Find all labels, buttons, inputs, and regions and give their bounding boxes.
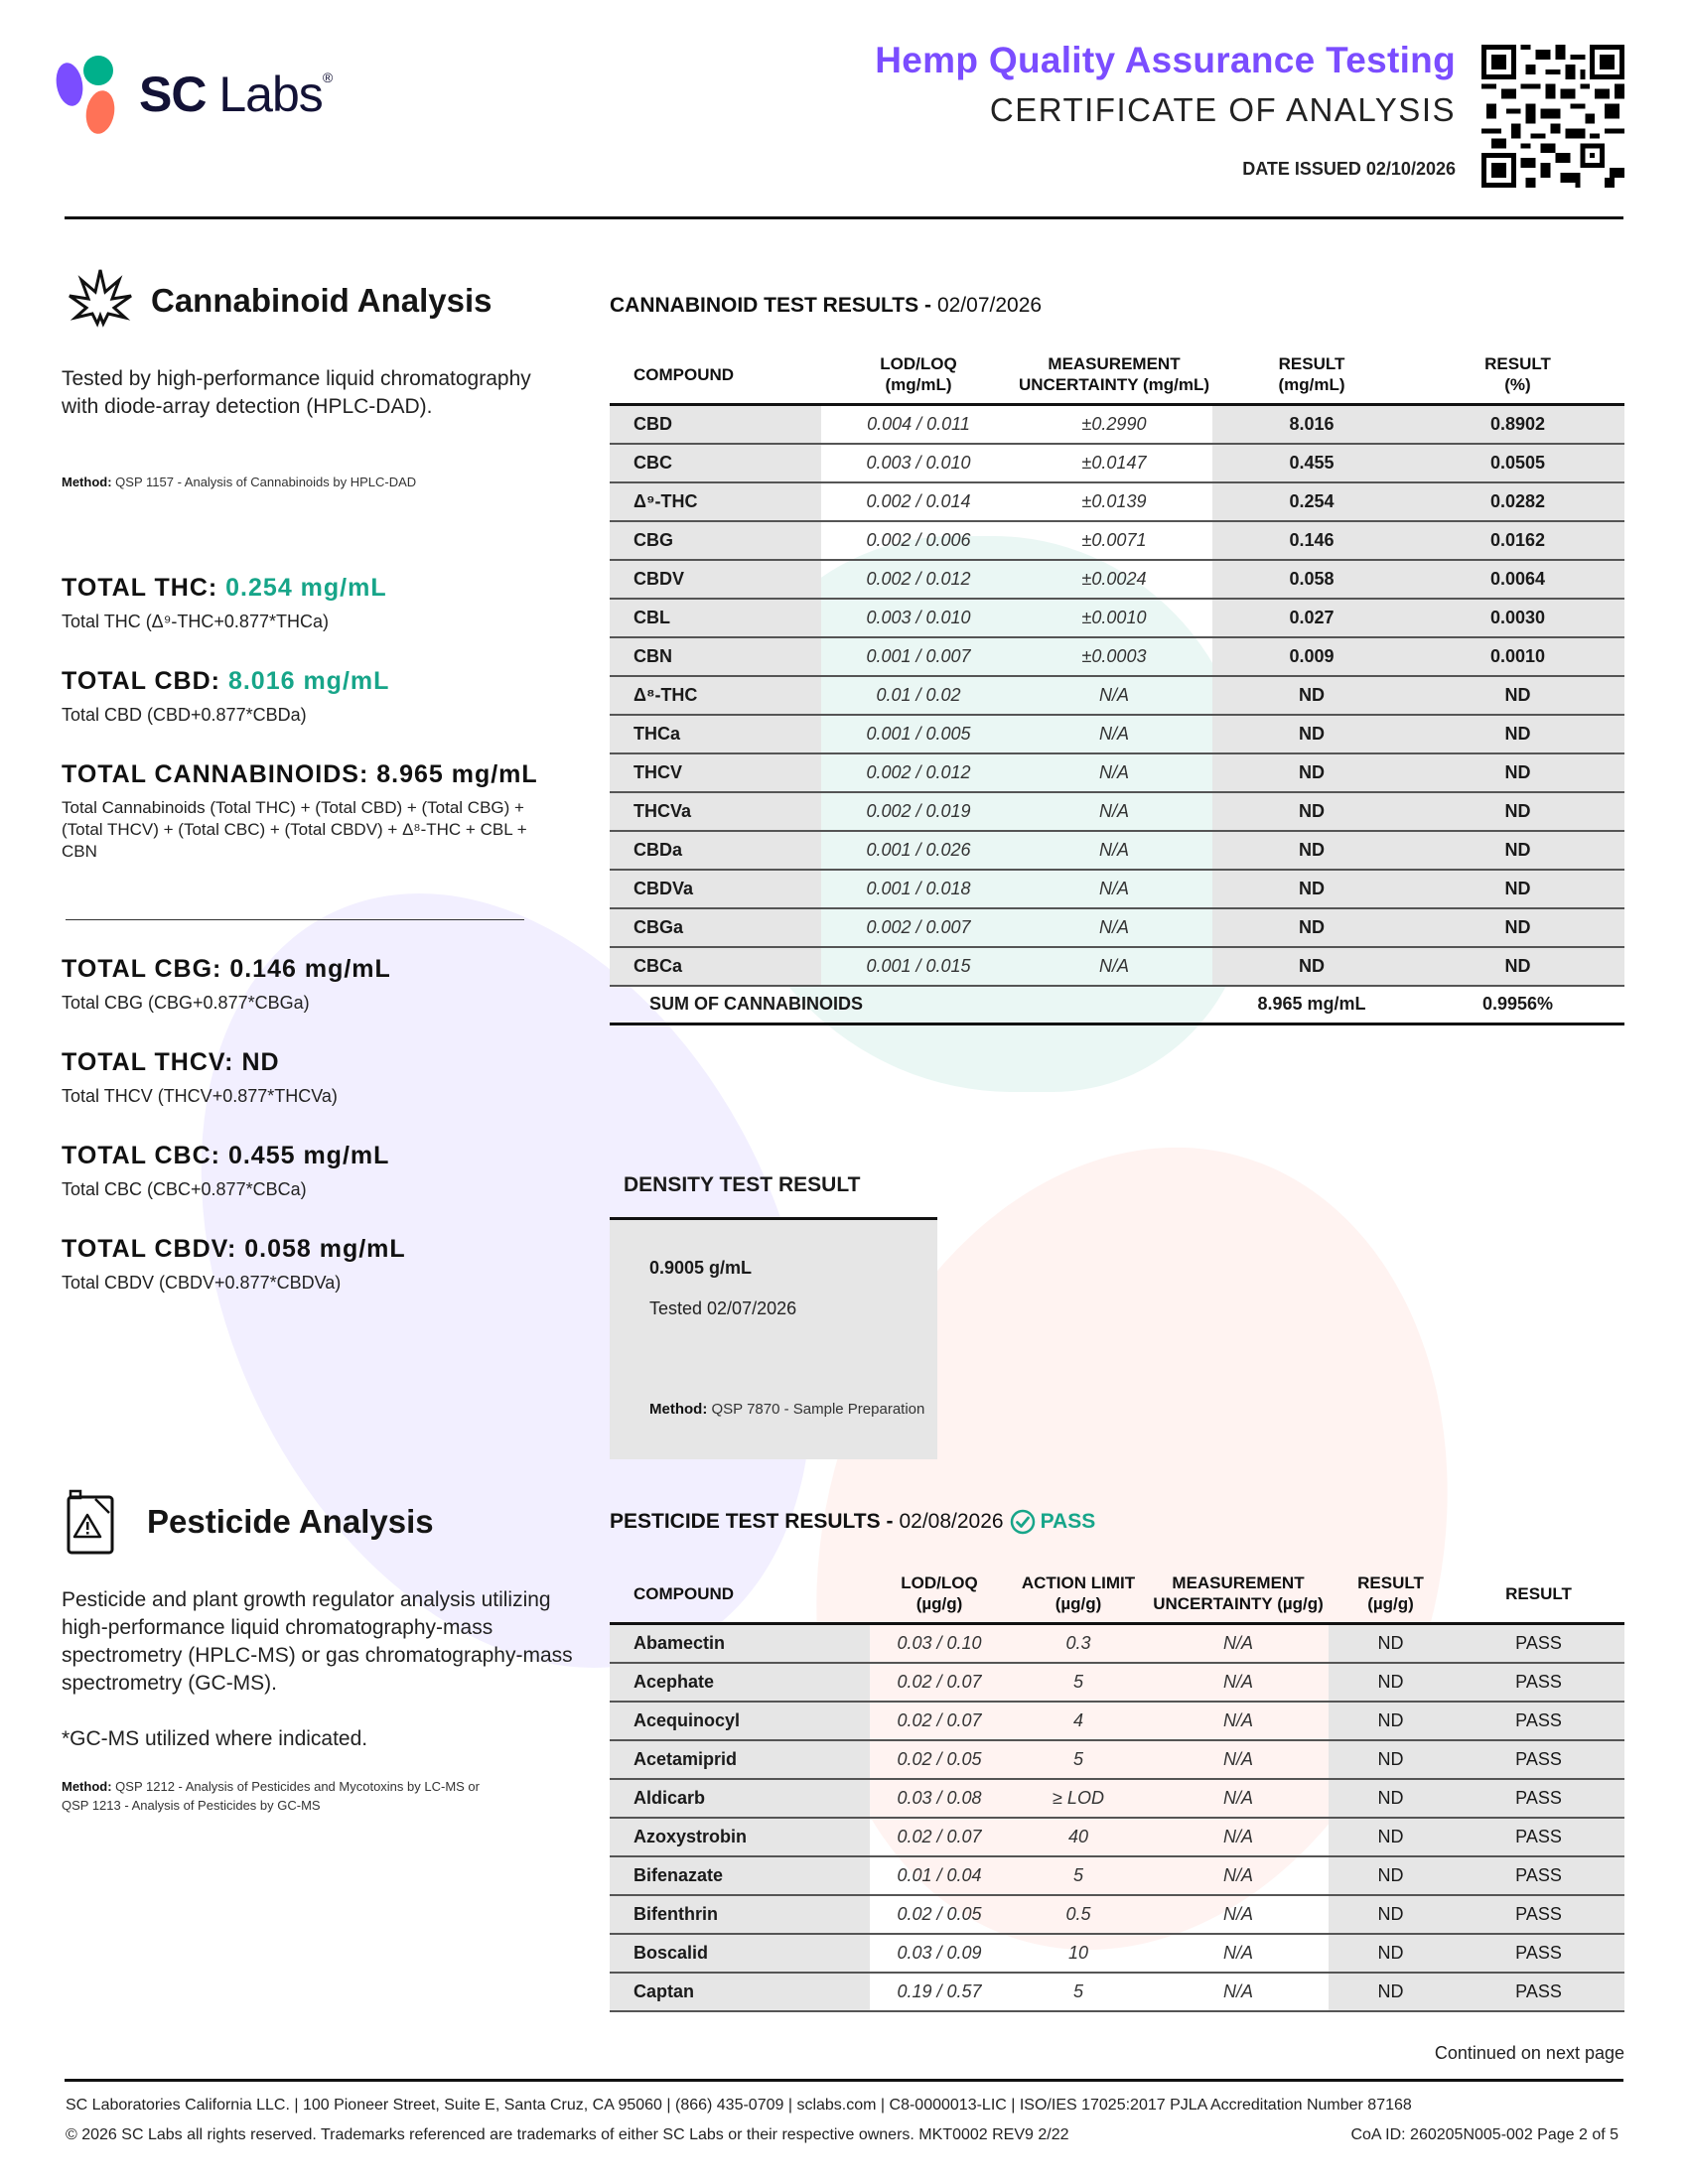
table-row bbox=[610, 1740, 1624, 1779]
action-limit: 0.3 bbox=[1009, 1624, 1148, 1663]
pass-fail-result: PASS bbox=[1453, 1624, 1624, 1663]
lod-loq: 0.003 / 0.010 bbox=[821, 444, 1016, 482]
result-mg-ml: ND bbox=[1212, 676, 1411, 715]
result-mg-ml: ND bbox=[1212, 831, 1411, 870]
compound-name: Bifenazate bbox=[610, 1856, 870, 1895]
result-mg-ml: 0.254 bbox=[1212, 482, 1411, 521]
result-mg-ml: 0.027 bbox=[1212, 599, 1411, 637]
action-limit: 10 bbox=[1009, 1934, 1148, 1973]
footer-divider bbox=[65, 2079, 1623, 2082]
result-percent: ND bbox=[1411, 947, 1624, 986]
compound-name: THCVa bbox=[610, 792, 821, 831]
measurement-uncertainty: ±0.0139 bbox=[1016, 482, 1212, 521]
result-mg-ml: ND bbox=[1212, 753, 1411, 792]
compound-name: CBG bbox=[610, 521, 821, 560]
table-row bbox=[610, 1856, 1624, 1895]
measurement-uncertainty: ±0.0003 bbox=[1016, 637, 1212, 676]
compound-name: Abamectin bbox=[610, 1624, 870, 1663]
table-row bbox=[610, 947, 1624, 986]
result-ug-g: ND bbox=[1329, 1702, 1453, 1740]
compound-name: CBDVa bbox=[610, 870, 821, 908]
compound-name: CBDa bbox=[610, 831, 821, 870]
measurement-uncertainty: ±0.0147 bbox=[1016, 444, 1212, 482]
pass-fail-result: PASS bbox=[1453, 1779, 1624, 1818]
column-header: LOD/LOQ (mg/mL) bbox=[880, 354, 957, 394]
result-mg-ml: 8.016 bbox=[1212, 405, 1411, 444]
measurement-uncertainty: N/A bbox=[1016, 792, 1212, 831]
compound-name: Δ⁸-THC bbox=[610, 676, 821, 715]
lod-loq: 0.02 / 0.07 bbox=[870, 1818, 1009, 1856]
table-row bbox=[610, 521, 1624, 560]
measurement-uncertainty: ±0.0024 bbox=[1016, 560, 1212, 599]
lod-loq: 0.002 / 0.019 bbox=[821, 792, 1016, 831]
pass-fail-result: PASS bbox=[1453, 1818, 1624, 1856]
table-row bbox=[610, 1702, 1624, 1740]
column-header: RESULT bbox=[1505, 1583, 1572, 1603]
lod-loq: 0.02 / 0.07 bbox=[870, 1702, 1009, 1740]
pass-fail-result: PASS bbox=[1453, 1895, 1624, 1934]
sum-mg-ml: 8.965 mg/mL bbox=[1212, 986, 1411, 1024]
table-row bbox=[610, 560, 1624, 599]
result-ug-g: ND bbox=[1329, 1624, 1453, 1663]
result-ug-g: ND bbox=[1329, 1818, 1453, 1856]
compound-name: Acephate bbox=[610, 1663, 870, 1702]
measurement-uncertainty: N/A bbox=[1016, 676, 1212, 715]
measurement-uncertainty: N/A bbox=[1148, 1663, 1329, 1702]
table-row bbox=[610, 405, 1624, 444]
pass-fail-result: PASS bbox=[1453, 1663, 1624, 1702]
measurement-uncertainty: N/A bbox=[1148, 1740, 1329, 1779]
total-cbc: TOTAL CBC: 0.455 mg/mL Total CBC (CBC+0.877*CBCa) bbox=[62, 1142, 390, 1199]
result-percent: 0.8902 bbox=[1411, 405, 1624, 444]
result-mg-ml: ND bbox=[1212, 947, 1411, 986]
lod-loq: 0.001 / 0.026 bbox=[821, 831, 1016, 870]
result-ug-g: ND bbox=[1329, 1934, 1453, 1973]
column-header: MEASUREMENT UNCERTAINTY (µg/g) bbox=[1153, 1573, 1324, 1613]
compound-name: CBGa bbox=[610, 908, 821, 947]
document-title: Hemp Quality Assurance Testing bbox=[875, 40, 1456, 80]
pesticide-table-title: PESTICIDE TEST RESULTS - 02/08/2026 PASS bbox=[610, 1510, 1096, 1533]
total-cannabinoids: TOTAL CANNABINOIDS: 8.965 mg/mL Total Cannabinoids (Total THC) + (Total CBD) + (Total CBG) + (Total THCV) + (Total CBC) + (Total CBDV) + Δ⁸-THC + CBL + CBN bbox=[62, 760, 538, 861]
total-thc: TOTAL THC: 0.254 mg/mL Total THC (Δ⁹-THC+0.877*THCa) bbox=[62, 574, 387, 631]
pass-fail-result: PASS bbox=[1453, 1934, 1624, 1973]
table-row bbox=[610, 792, 1624, 831]
measurement-uncertainty: N/A bbox=[1148, 1895, 1329, 1934]
sum-label: SUM OF CANNABINOIDS bbox=[610, 986, 1212, 1024]
compound-name: Acequinocyl bbox=[610, 1702, 870, 1740]
qr-code-icon[interactable] bbox=[1481, 45, 1624, 188]
table-row bbox=[610, 908, 1624, 947]
lod-loq: 0.03 / 0.08 bbox=[870, 1779, 1009, 1818]
result-percent: 0.0064 bbox=[1411, 560, 1624, 599]
result-percent: 0.0030 bbox=[1411, 599, 1624, 637]
pass-fail-result: PASS bbox=[1453, 1856, 1624, 1895]
lod-loq: 0.02 / 0.05 bbox=[870, 1740, 1009, 1779]
density-method: Method: QSP 7870 - Sample Preparation bbox=[649, 1401, 925, 1418]
measurement-uncertainty: N/A bbox=[1016, 870, 1212, 908]
column-header: COMPOUND bbox=[633, 1583, 735, 1603]
result-ug-g: ND bbox=[1329, 1663, 1453, 1702]
compound-name: CBD bbox=[610, 405, 821, 444]
lod-loq: 0.002 / 0.014 bbox=[821, 482, 1016, 521]
compound-name: Bifenthrin bbox=[610, 1895, 870, 1934]
sum-row bbox=[610, 986, 1624, 1024]
pass-fail-result: PASS bbox=[1453, 1702, 1624, 1740]
result-percent: 0.0162 bbox=[1411, 521, 1624, 560]
table-row bbox=[610, 753, 1624, 792]
result-mg-ml: ND bbox=[1212, 908, 1411, 947]
compound-name: Acetamiprid bbox=[610, 1740, 870, 1779]
gcms-note: *GC-MS utilized where indicated. bbox=[62, 1727, 368, 1750]
action-limit: 5 bbox=[1009, 1663, 1148, 1702]
lod-loq: 0.02 / 0.05 bbox=[870, 1895, 1009, 1934]
compound-name: Δ⁹-THC bbox=[610, 482, 821, 521]
compound-name: CBC bbox=[610, 444, 821, 482]
measurement-uncertainty: ±0.0010 bbox=[1016, 599, 1212, 637]
pesticide-description: Pesticide and plant growth regulator analysis utilizing high-performance liquid chromatography-mass spectrometry (HPLC-MS) or gas chromatography-mass spectrometry (GC-MS). bbox=[62, 1588, 573, 1695]
result-percent: ND bbox=[1411, 831, 1624, 870]
table-row bbox=[610, 1973, 1624, 2011]
total-cbd: TOTAL CBD: 8.016 mg/mL Total CBD (CBD+0.877*CBDa) bbox=[62, 667, 390, 725]
measurement-uncertainty: N/A bbox=[1016, 947, 1212, 986]
compound-name: Boscalid bbox=[610, 1934, 870, 1973]
table-row bbox=[610, 482, 1624, 521]
density-value: 0.9005 g/mL bbox=[649, 1258, 753, 1278]
density-title: DENSITY TEST RESULT bbox=[624, 1173, 861, 1196]
cannabinoid-results-table bbox=[610, 353, 1624, 1025]
action-limit: 0.5 bbox=[1009, 1895, 1148, 1934]
cannabinoid-method: Method: QSP 1157 - Analysis of Cannabinoids by HPLC-DAD bbox=[62, 475, 417, 489]
document-subtitle: CERTIFICATE OF ANALYSIS bbox=[989, 91, 1456, 128]
cannabis-leaf-icon bbox=[66, 266, 135, 336]
column-header: RESULT (%) bbox=[1484, 354, 1551, 394]
result-mg-ml: ND bbox=[1212, 792, 1411, 831]
table-row bbox=[610, 1779, 1624, 1818]
column-header: RESULT (µg/g) bbox=[1357, 1573, 1424, 1613]
compound-name: THCV bbox=[610, 753, 821, 792]
measurement-uncertainty: N/A bbox=[1016, 753, 1212, 792]
result-percent: 0.0282 bbox=[1411, 482, 1624, 521]
action-limit: 5 bbox=[1009, 1740, 1148, 1779]
compound-name: CBN bbox=[610, 637, 821, 676]
cannabinoid-description: Tested by high-performance liquid chromatography with diode-array detection (HPLC-DAD). bbox=[62, 367, 531, 418]
footer-copyright: © 2026 SC Labs all rights reserved. Trademarks referenced are trademarks of either SC Labs or their respective owners. MKT0002 REV9 2/22 bbox=[66, 2126, 1069, 2143]
pesticide-section-heading bbox=[66, 1489, 434, 1555]
footer-coa-id: CoA ID: 260205N005-002 Page 2 of 5 bbox=[1350, 2126, 1618, 2143]
action-limit: 5 bbox=[1009, 1973, 1148, 2011]
table-row bbox=[610, 444, 1624, 482]
footer-lab-info: SC Laboratories California LLC. | 100 Pioneer Street, Suite E, Santa Cruz, CA 95060 | (866) 435-0709 | sclabs.com | C8-0000013-LIC | ISO/IES 17025:2017 PJLA Accreditation Number 87168 bbox=[66, 2097, 1412, 2114]
table-row bbox=[610, 1895, 1624, 1934]
table-row bbox=[610, 831, 1624, 870]
compound-name: Captan bbox=[610, 1973, 870, 2011]
lod-loq: 0.001 / 0.005 bbox=[821, 715, 1016, 753]
measurement-uncertainty: N/A bbox=[1148, 1702, 1329, 1740]
table-row bbox=[610, 870, 1624, 908]
lod-loq: 0.004 / 0.011 bbox=[821, 405, 1016, 444]
density-result-box bbox=[610, 1217, 937, 1459]
table-row bbox=[610, 715, 1624, 753]
cannabinoid-table-title: CANNABINOID TEST RESULTS - 02/07/2026 bbox=[610, 294, 1043, 317]
measurement-uncertainty: N/A bbox=[1148, 1856, 1329, 1895]
lod-loq: 0.01 / 0.04 bbox=[870, 1856, 1009, 1895]
lod-loq: 0.001 / 0.015 bbox=[821, 947, 1016, 986]
compound-name: Azoxystrobin bbox=[610, 1818, 870, 1856]
lod-loq: 0.03 / 0.09 bbox=[870, 1934, 1009, 1973]
pesticide-method: Method: QSP 1212 - Analysis of Pesticides and Mycotoxins by LC-MS or QSP 1213 - Analysis of Pesticides by GC-MS bbox=[62, 1779, 480, 1813]
table-row bbox=[610, 676, 1624, 715]
table-row bbox=[610, 1663, 1624, 1702]
lod-loq: 0.002 / 0.007 bbox=[821, 908, 1016, 947]
total-cbg: TOTAL CBG: 0.146 mg/mL Total CBG (CBG+0.877*CBGa) bbox=[62, 955, 391, 1013]
compound-name: CBDV bbox=[610, 560, 821, 599]
pass-fail-result: PASS bbox=[1453, 1973, 1624, 2011]
table-row bbox=[610, 1624, 1624, 1663]
lod-loq: 0.19 / 0.57 bbox=[870, 1973, 1009, 2011]
result-mg-ml: ND bbox=[1212, 715, 1411, 753]
result-mg-ml: 0.058 bbox=[1212, 560, 1411, 599]
column-header: MEASUREMENT UNCERTAINTY (mg/mL) bbox=[1018, 354, 1210, 394]
result-ug-g: ND bbox=[1329, 1740, 1453, 1779]
pass-fail-result: PASS bbox=[1453, 1740, 1624, 1779]
result-mg-ml: ND bbox=[1212, 870, 1411, 908]
measurement-uncertainty: N/A bbox=[1148, 1624, 1329, 1663]
measurement-uncertainty: N/A bbox=[1016, 831, 1212, 870]
result-mg-ml: 0.146 bbox=[1212, 521, 1411, 560]
totals-divider bbox=[66, 919, 524, 920]
result-mg-ml: 0.455 bbox=[1212, 444, 1411, 482]
total-thcv: TOTAL THCV: ND Total THCV (THCV+0.877*THCVa) bbox=[62, 1048, 338, 1106]
measurement-uncertainty: ±0.2990 bbox=[1016, 405, 1212, 444]
pesticide-heading: Pesticide Analysis bbox=[147, 1503, 434, 1540]
cannabinoid-heading: Cannabinoid Analysis bbox=[151, 282, 492, 319]
lod-loq: 0.001 / 0.018 bbox=[821, 870, 1016, 908]
table-row bbox=[610, 1818, 1624, 1856]
action-limit: 4 bbox=[1009, 1702, 1148, 1740]
measurement-uncertainty: N/A bbox=[1016, 908, 1212, 947]
brand-name: SC Labs® bbox=[139, 67, 333, 122]
table-row bbox=[610, 637, 1624, 676]
compound-name: CBCa bbox=[610, 947, 821, 986]
pass-status-badge: PASS bbox=[1010, 1509, 1096, 1535]
action-limit: 40 bbox=[1009, 1818, 1148, 1856]
compound-name: CBL bbox=[610, 599, 821, 637]
compound-name: THCa bbox=[610, 715, 821, 753]
result-mg-ml: 0.009 bbox=[1212, 637, 1411, 676]
measurement-uncertainty: N/A bbox=[1148, 1779, 1329, 1818]
result-percent: 0.0010 bbox=[1411, 637, 1624, 676]
result-percent: ND bbox=[1411, 870, 1624, 908]
measurement-uncertainty: N/A bbox=[1148, 1818, 1329, 1856]
column-header: ACTION LIMIT (µg/g) bbox=[1021, 1573, 1136, 1613]
result-percent: 0.0505 bbox=[1411, 444, 1624, 482]
measurement-uncertainty: N/A bbox=[1148, 1973, 1329, 2011]
result-ug-g: ND bbox=[1329, 1973, 1453, 2011]
cannabinoid-section-heading bbox=[66, 266, 492, 336]
result-percent: ND bbox=[1411, 908, 1624, 947]
sum-percent: 0.9956% bbox=[1411, 986, 1624, 1024]
pesticide-canister-warning-icon bbox=[66, 1489, 115, 1555]
lod-loq: 0.02 / 0.07 bbox=[870, 1663, 1009, 1702]
lod-loq: 0.03 / 0.10 bbox=[870, 1624, 1009, 1663]
total-cbdv: TOTAL CBDV: 0.058 mg/mL Total CBDV (CBDV+0.877*CBDVa) bbox=[62, 1235, 406, 1293]
action-limit: 5 bbox=[1009, 1856, 1148, 1895]
table-row bbox=[610, 1934, 1624, 1973]
lod-loq: 0.003 / 0.010 bbox=[821, 599, 1016, 637]
page-header bbox=[0, 0, 1688, 223]
lod-loq: 0.002 / 0.012 bbox=[821, 753, 1016, 792]
result-ug-g: ND bbox=[1329, 1779, 1453, 1818]
lod-loq: 0.01 / 0.02 bbox=[821, 676, 1016, 715]
result-ug-g: ND bbox=[1329, 1895, 1453, 1934]
column-header: RESULT (mg/mL) bbox=[1278, 354, 1345, 394]
lod-loq: 0.002 / 0.012 bbox=[821, 560, 1016, 599]
result-percent: ND bbox=[1411, 676, 1624, 715]
date-issued: DATE ISSUED 02/10/2026 bbox=[1242, 159, 1456, 179]
action-limit: ≥ LOD bbox=[1009, 1779, 1148, 1818]
check-circle-icon bbox=[1010, 1509, 1036, 1535]
measurement-uncertainty: ±0.0071 bbox=[1016, 521, 1212, 560]
header-divider bbox=[65, 216, 1623, 219]
measurement-uncertainty: N/A bbox=[1148, 1934, 1329, 1973]
table-row bbox=[610, 599, 1624, 637]
lod-loq: 0.001 / 0.007 bbox=[821, 637, 1016, 676]
compound-name: Aldicarb bbox=[610, 1779, 870, 1818]
result-percent: ND bbox=[1411, 792, 1624, 831]
column-header: LOD/LOQ (µg/g) bbox=[901, 1573, 978, 1613]
result-percent: ND bbox=[1411, 753, 1624, 792]
lod-loq: 0.002 / 0.006 bbox=[821, 521, 1016, 560]
density-tested-date: Tested 02/07/2026 bbox=[649, 1298, 797, 1318]
result-percent: ND bbox=[1411, 715, 1624, 753]
pesticide-results-table bbox=[610, 1572, 1624, 2012]
continued-note: Continued on next page bbox=[1434, 2043, 1624, 2063]
result-ug-g: ND bbox=[1329, 1856, 1453, 1895]
column-header: COMPOUND bbox=[633, 364, 735, 384]
measurement-uncertainty: N/A bbox=[1016, 715, 1212, 753]
